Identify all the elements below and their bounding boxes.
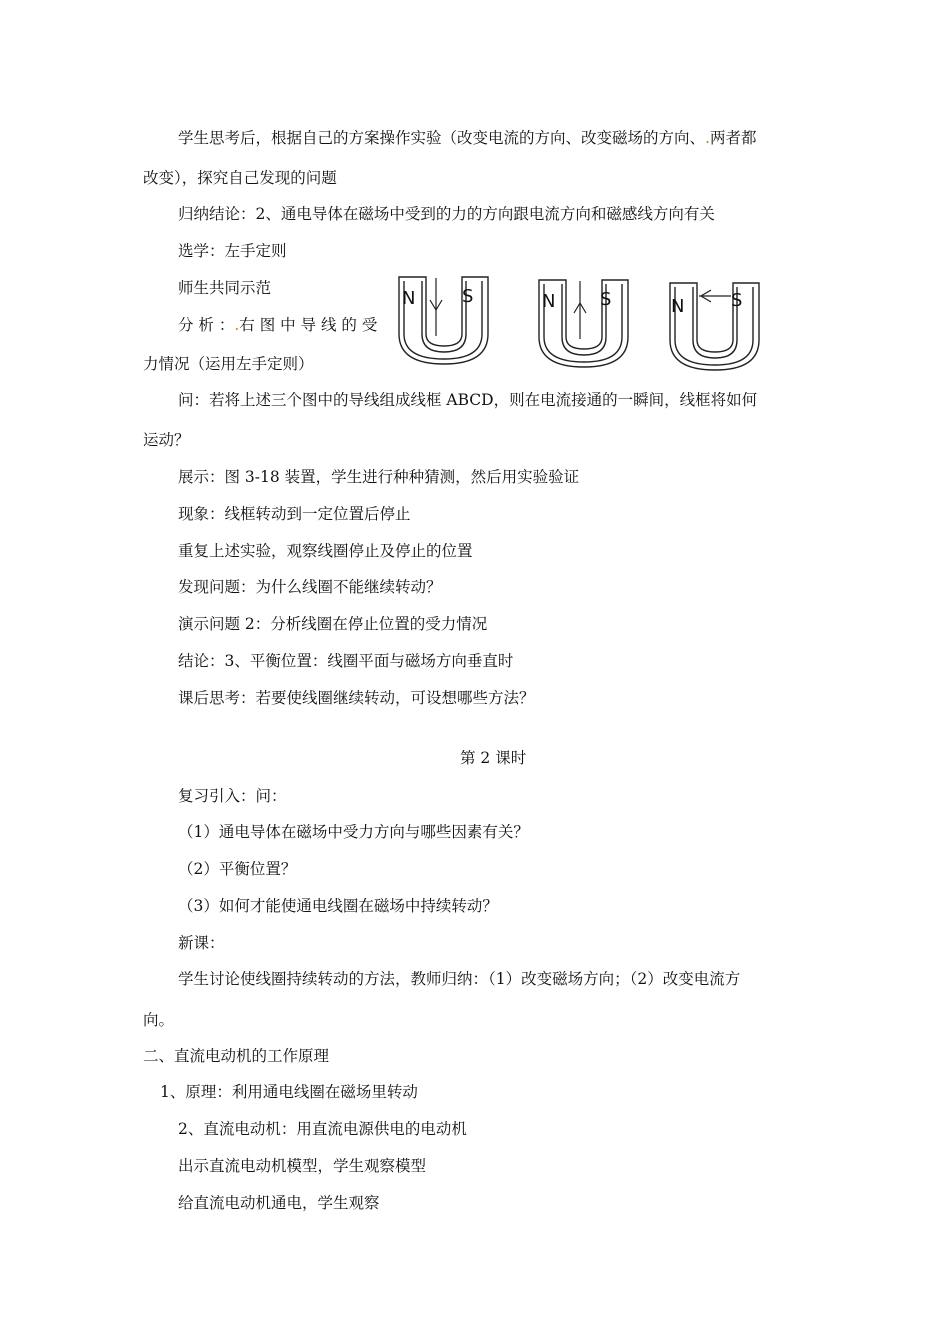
section-title: 二、直流电动机的工作原理 [143,1047,330,1065]
north-pole-label: N [542,291,556,312]
paragraph-line: 选学：左手定则 [178,242,287,260]
paragraph-line: 新课： [178,934,225,952]
paragraph-line: 2、直流电动机：用直流电源供电的电动机 [178,1120,467,1138]
paragraph-line: 复习引入：问： [178,787,287,805]
highlight-mark: . [234,316,240,334]
south-pole-label: S [731,290,743,311]
paragraph-line: 重复上述实验，观察线圈停止及停止的位置 [178,542,473,560]
paragraph-line: 结论：3、平衡位置：线圈平面与磁场方向垂直时 [178,652,514,670]
paragraph-line: 给直流电动机通电，学生观察 [178,1194,380,1212]
paragraph-line: 现象：线框转动到一定位置后停止 [178,505,411,523]
paragraph-line: 归纳结论：2、通电导体在磁场中受到的力的方向跟电流方向和磁感线方向有关 [178,205,715,223]
paragraph-line: 分 析 ：.右 图 中 导 线 的 受 [178,316,378,334]
paragraph-line: （3）如何才能使通电线圈在磁场中持续转动？ [178,897,498,915]
north-pole-label: N [671,296,685,317]
paragraph-line: 1、原理：利用通电线圈在磁场里转动 [160,1083,418,1101]
paragraph-line: （1）通电导体在磁场中受力方向与哪些因素有关？ [178,823,529,841]
paragraph-line: 学生讨论使线圈持续转动的方法，教师归纳：（1）改变磁场方向；（2）改变电流方 [178,970,741,988]
north-pole-label: N [402,288,416,309]
magnet-figure-1 [396,272,492,370]
paragraph-line: 展示：图 3-18 装置，学生进行种种猜测，然后用实验验证 [178,468,580,486]
paragraph-line: 发现问题：为什么线圈不能继续转动？ [178,578,442,596]
section-heading: 第 2 课时 [460,749,527,767]
magnet-figure-3 [667,278,763,376]
highlight-mark: . [705,129,710,147]
south-pole-label: S [462,286,474,307]
paragraph-line: （2）平衡位置？ [178,860,297,878]
paragraph-line: 出示直流电动机模型，学生观察模型 [178,1157,427,1175]
paragraph-line: 演示问题 2：分析线圈在停止位置的受力情况 [178,615,488,633]
paragraph-line: 问：若将上述三个图中的导线组成线框 ABCD，则在电流接通的一瞬间，线框将如何 [178,391,758,409]
paragraph-line: 师生共同示范 [178,279,272,297]
paragraph-line: 改变），探究自己发现的问题 [143,169,337,187]
south-pole-label: S [600,289,612,310]
paragraph-line: 力情况（运用左手定则） [143,355,314,373]
magnet-figure-2 [536,275,632,373]
paragraph-line: 向。 [143,1011,175,1029]
paragraph-line: 学生思考后，根据自己的方案操作实验（改变电流的方向、改变磁场的方向、.两者都 [178,129,757,147]
paragraph-line: 课后思考：若要使线圈继续转动，可设想哪些方法？ [178,689,535,707]
paragraph-line: 运动？ [143,431,190,449]
